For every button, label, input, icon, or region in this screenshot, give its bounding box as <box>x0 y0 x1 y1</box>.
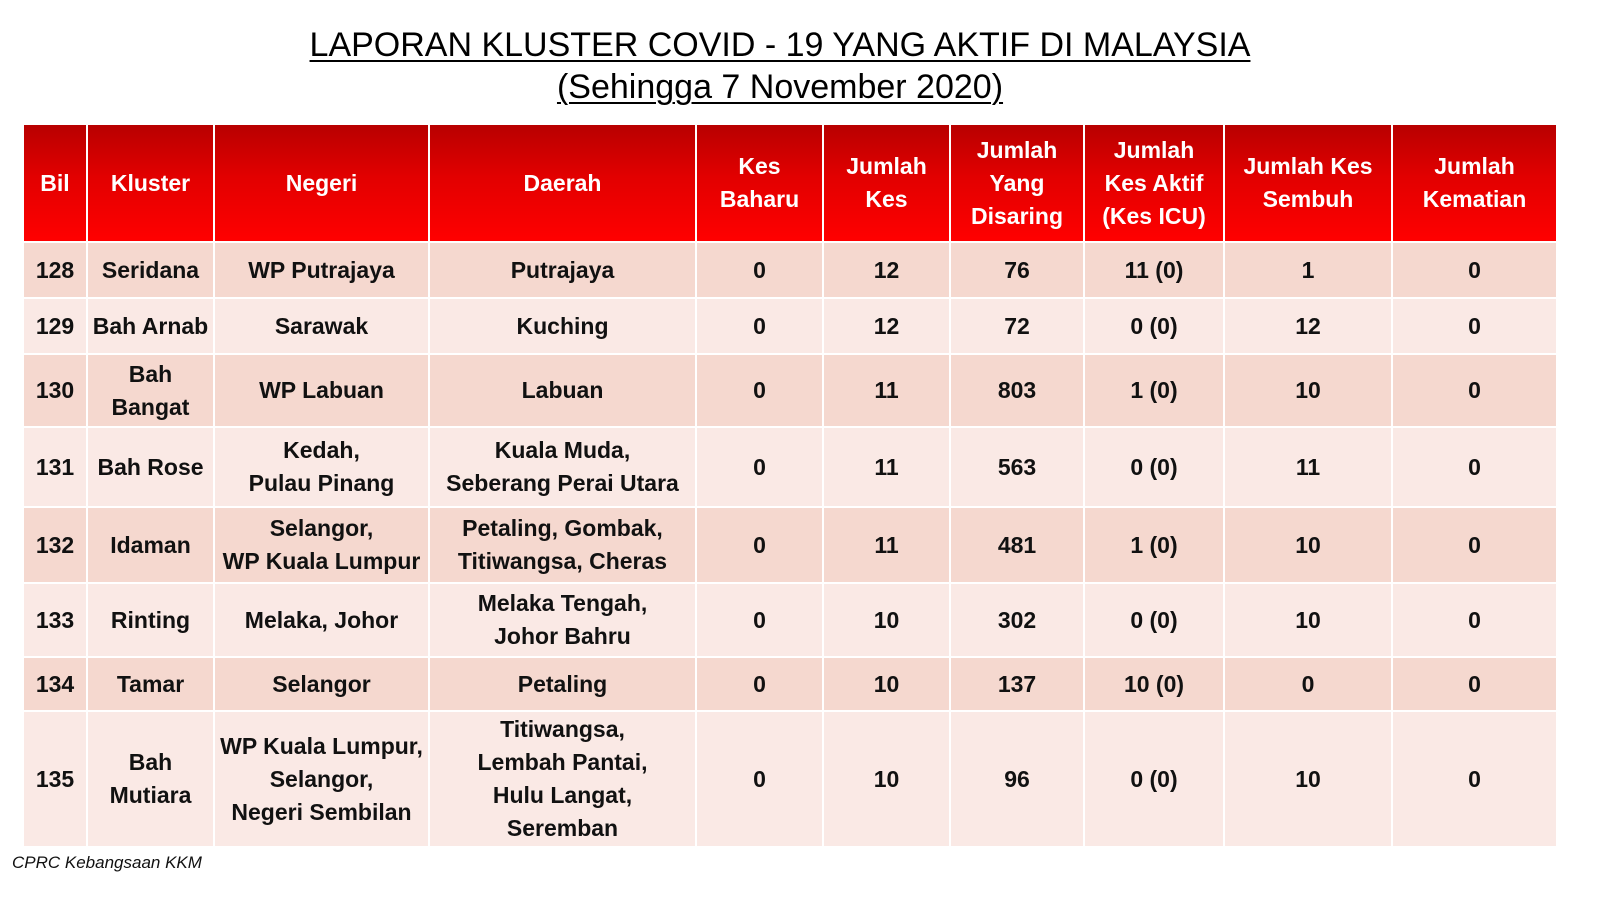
cell-kematian: 0 <box>1392 583 1557 657</box>
cell-text-line: Seremban <box>506 815 619 841</box>
cell-jumlah-disaring: 481 <box>950 507 1084 583</box>
cell-negeri <box>214 583 429 657</box>
cell-text-line: Petaling, Gombak, <box>462 515 663 541</box>
cell-kematian: 0 <box>1392 711 1557 847</box>
cell-sembuh: 0 <box>1224 657 1392 711</box>
cell-bil: 130 <box>23 354 87 427</box>
cluster-table <box>22 123 1558 848</box>
cell-kluster <box>87 427 214 507</box>
cell-jumlah-disaring: 302 <box>950 583 1084 657</box>
cell-kes-baharu: 0 <box>696 657 823 711</box>
cell-kematian: 0 <box>1392 427 1557 507</box>
column-header-text: (Kes ICU) <box>1102 202 1206 229</box>
cell-sembuh: 10 <box>1224 711 1392 847</box>
table-header-row <box>23 124 1557 242</box>
cell-text-line: Kedah, <box>283 437 360 463</box>
column-header-text: Kluster <box>110 169 191 196</box>
cell-kes-aktif: 10 (0) <box>1084 657 1224 711</box>
cell-negeri <box>214 427 429 507</box>
cell-kluster <box>87 354 214 427</box>
cell-negeri <box>214 507 429 583</box>
table-row <box>23 298 1557 354</box>
column-header-text: Yang <box>989 169 1045 196</box>
cell-kes-aktif: 0 (0) <box>1084 583 1224 657</box>
column-header-daerah <box>429 124 696 242</box>
cell-text-line: Selangor, <box>269 765 374 792</box>
column-header-text: Bil <box>40 169 70 196</box>
report-subtitle-date: (Sehingga 7 November 2020) <box>556 68 1004 106</box>
cell-sembuh: 1 <box>1224 242 1392 298</box>
table-row <box>23 427 1557 507</box>
column-header-text: Jumlah <box>976 136 1058 163</box>
table-row <box>23 711 1557 847</box>
cell-text-line: Melaka, Johor <box>244 606 399 633</box>
cell-kematian: 0 <box>1392 242 1557 298</box>
report-title <box>0 24 1560 108</box>
cell-sembuh: 12 <box>1224 298 1392 354</box>
cell-text-line: Kuching <box>516 312 609 339</box>
cell-text-line: Johor Bahru <box>494 623 631 649</box>
cell-text-line: WP Putrajaya <box>248 256 395 283</box>
column-header-negeri <box>214 124 429 242</box>
cell-text-line: Selangor <box>272 670 371 697</box>
cell-kes-aktif: 1 (0) <box>1084 354 1224 427</box>
cell-kes-aktif: 1 (0) <box>1084 507 1224 583</box>
cell-text-line: WP Kuala Lumpur <box>222 548 421 574</box>
column-header-text: Jumlah <box>846 153 927 179</box>
column-header-kes-aktif <box>1084 124 1224 242</box>
column-header-text: Disaring <box>970 202 1064 229</box>
column-header-text: Jumlah <box>1434 153 1515 179</box>
cell-kematian: 0 <box>1392 298 1557 354</box>
cell-kematian: 0 <box>1392 354 1557 427</box>
column-header-jumlah-disaring <box>950 124 1084 242</box>
cell-sembuh: 10 <box>1224 354 1392 427</box>
cell-negeri <box>214 298 429 354</box>
cell-bil: 132 <box>23 507 87 583</box>
cell-kluster <box>87 657 214 711</box>
cell-bil: 131 <box>23 427 87 507</box>
cell-sembuh: 10 <box>1224 583 1392 657</box>
column-header-kluster <box>87 124 214 242</box>
column-header-text: Jumlah Kes <box>1243 153 1373 179</box>
table-row <box>23 583 1557 657</box>
cell-text-line: Petaling <box>517 670 608 697</box>
cell-bil: 133 <box>23 583 87 657</box>
cell-kes-baharu: 0 <box>696 427 823 507</box>
cell-jumlah-kes: 10 <box>823 657 950 711</box>
cell-jumlah-disaring: 563 <box>950 427 1084 507</box>
column-header-text: Kes <box>738 153 781 179</box>
column-header-bil <box>23 124 87 242</box>
cell-jumlah-kes: 10 <box>823 711 950 847</box>
cell-jumlah-kes: 10 <box>823 583 950 657</box>
cell-jumlah-disaring: 72 <box>950 298 1084 354</box>
column-header-text: Kes <box>865 186 908 212</box>
cell-jumlah-disaring: 76 <box>950 242 1084 298</box>
column-header-kes-baharu <box>696 124 823 242</box>
cell-jumlah-disaring: 137 <box>950 657 1084 711</box>
cell-bil: 129 <box>23 298 87 354</box>
source-note: CPRC Kebangsaan KKM <box>12 853 202 872</box>
cell-text-line: Titiwangsa, <box>500 716 625 742</box>
cell-negeri <box>214 657 429 711</box>
column-header-jumlah-kes <box>823 124 950 242</box>
cell-bil: 134 <box>23 657 87 711</box>
cell-kes-baharu: 0 <box>696 242 823 298</box>
cell-kes-baharu: 0 <box>696 298 823 354</box>
cell-jumlah-kes: 11 <box>823 354 950 427</box>
cell-text-line: Bah Rose <box>97 453 204 480</box>
column-header-kematian <box>1392 124 1557 242</box>
cell-jumlah-kes: 11 <box>823 427 950 507</box>
cell-daerah <box>429 583 696 657</box>
column-header-text: Negeri <box>285 169 358 196</box>
cell-kes-aktif: 0 (0) <box>1084 711 1224 847</box>
table-row <box>23 657 1557 711</box>
cell-text-line: Labuan <box>521 377 604 403</box>
cell-jumlah-kes: 12 <box>823 242 950 298</box>
cell-jumlah-disaring: 803 <box>950 354 1084 427</box>
column-header-text: Jumlah <box>1113 136 1195 163</box>
cell-kes-baharu: 0 <box>696 507 823 583</box>
column-header-sembuh <box>1224 124 1392 242</box>
column-header-text: Daerah <box>523 169 602 196</box>
cell-kes-aktif: 0 (0) <box>1084 427 1224 507</box>
cell-kluster <box>87 711 214 847</box>
cell-text-line: Negeri Sembilan <box>231 798 412 825</box>
cell-daerah <box>429 507 696 583</box>
cell-sembuh: 10 <box>1224 507 1392 583</box>
cell-negeri <box>214 242 429 298</box>
cell-jumlah-kes: 11 <box>823 507 950 583</box>
cell-daerah <box>429 657 696 711</box>
cell-kes-aktif: 11 (0) <box>1084 242 1224 298</box>
cell-text-line: WP Labuan <box>259 377 384 403</box>
cell-text-line: Seridana <box>101 256 200 283</box>
table-row <box>23 242 1557 298</box>
cell-negeri <box>214 354 429 427</box>
cell-text-line: Putrajaya <box>510 256 615 283</box>
column-header-text: Kematian <box>1422 186 1527 212</box>
cell-kes-aktif: 0 (0) <box>1084 298 1224 354</box>
cell-text-line: Titiwangsa, Cheras <box>457 548 668 574</box>
cell-text-line: Bah <box>128 360 173 387</box>
cell-kes-baharu: 0 <box>696 354 823 427</box>
cell-text-line: Idaman <box>110 531 191 558</box>
cell-text-line: Mutiara <box>109 782 192 808</box>
cell-daerah <box>429 298 696 354</box>
cell-text-line: Rinting <box>110 606 191 633</box>
cell-text-line: Seberang Perai Utara <box>446 470 679 496</box>
cell-kematian: 0 <box>1392 657 1557 711</box>
cell-sembuh: 11 <box>1224 427 1392 507</box>
column-header-text: Kes Aktif <box>1104 169 1204 196</box>
cell-daerah <box>429 242 696 298</box>
cell-kes-baharu: 0 <box>696 711 823 847</box>
cell-text-line: Bah Arnab <box>92 312 209 339</box>
cell-text-line: WP Kuala Lumpur, <box>220 732 423 759</box>
cell-text-line: Bah <box>128 749 173 775</box>
cell-text-line: Lembah Pantai, <box>477 749 648 775</box>
report-title-line1: LAPORAN KLUSTER COVID - 19 YANG AKTIF DI MALAYSIA <box>309 26 1251 64</box>
cell-jumlah-kes: 12 <box>823 298 950 354</box>
cell-text-line: Pulau Pinang <box>248 470 395 496</box>
cell-kluster <box>87 507 214 583</box>
cell-text-line: Sarawak <box>274 312 369 339</box>
cell-kematian: 0 <box>1392 507 1557 583</box>
cell-jumlah-disaring: 96 <box>950 711 1084 847</box>
cell-kluster <box>87 583 214 657</box>
cell-kes-baharu: 0 <box>696 583 823 657</box>
column-header-text: Baharu <box>719 186 800 212</box>
table-row <box>23 507 1557 583</box>
cell-kluster <box>87 298 214 354</box>
cell-text-line: Kuala Muda, <box>494 437 631 463</box>
cell-daerah <box>429 711 696 847</box>
column-header-text: Sembuh <box>1262 186 1354 212</box>
cell-daerah <box>429 427 696 507</box>
cell-text-line: Tamar <box>116 670 185 697</box>
cell-negeri <box>214 711 429 847</box>
cell-text-line: Melaka Tengah, <box>477 590 648 616</box>
cell-text-line: Selangor, <box>269 515 374 541</box>
table-row <box>23 354 1557 427</box>
cell-bil: 128 <box>23 242 87 298</box>
cell-text-line: Hulu Langat, <box>492 782 633 808</box>
table-body <box>23 242 1557 847</box>
cell-bil: 135 <box>23 711 87 847</box>
cell-daerah <box>429 354 696 427</box>
cell-text-line: Bangat <box>111 393 190 420</box>
cell-kluster <box>87 242 214 298</box>
